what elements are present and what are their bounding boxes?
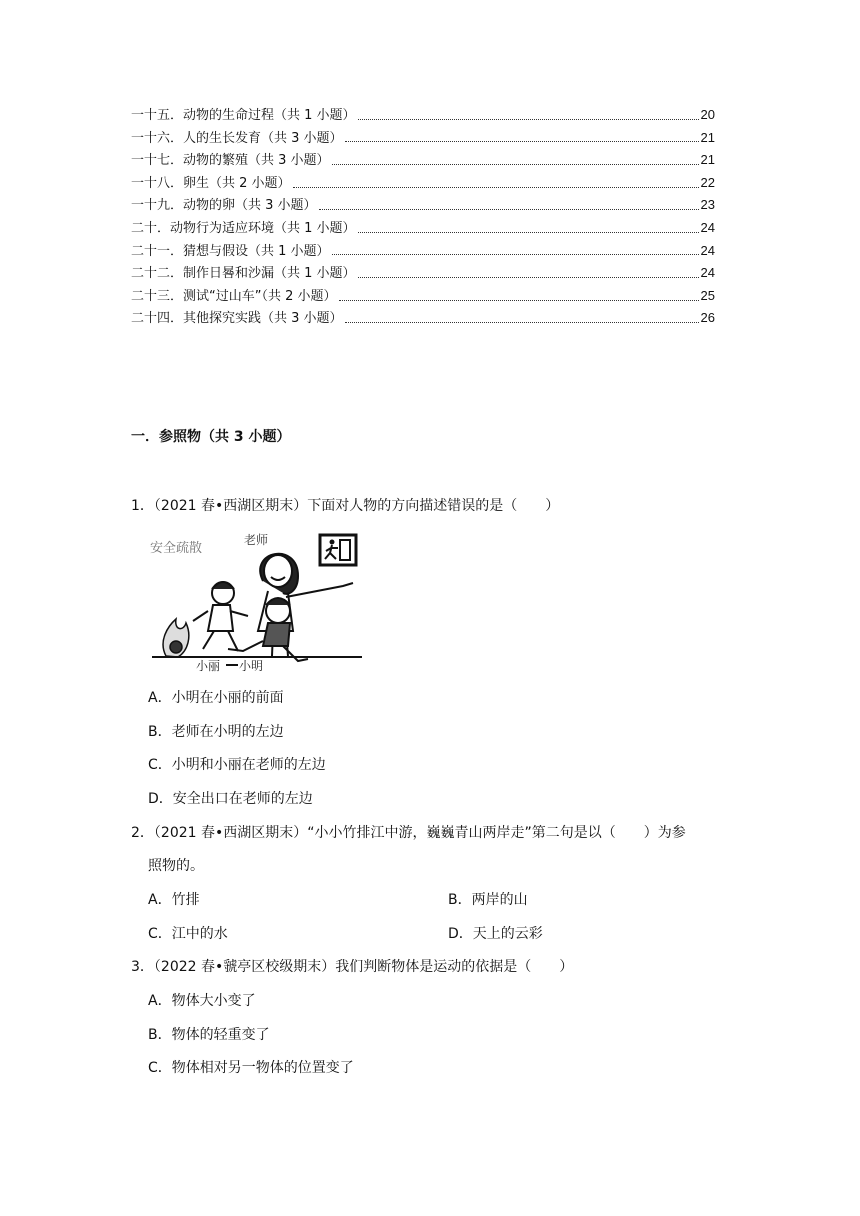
toc-entry[interactable]	[131, 240, 715, 263]
toc-entry[interactable]	[131, 104, 715, 127]
toc-entry[interactable]	[131, 285, 715, 308]
toc-entry[interactable]	[131, 217, 715, 240]
question-2-stem-line2: 照物的。	[148, 858, 204, 874]
toc-leader	[358, 232, 699, 233]
question-1-illustration	[148, 531, 364, 673]
toc-entry[interactable]	[131, 149, 715, 172]
toc-entry-title: 二十四．其他探究实践（共 3 小题）	[131, 311, 343, 327]
fire-icon	[163, 619, 189, 657]
toc-entry-title: 二十．动物行为适应环境（共 1 小题）	[131, 220, 356, 236]
exit-sign-icon	[320, 535, 356, 565]
toc-leader	[293, 187, 699, 188]
toc-entry[interactable]	[131, 307, 715, 330]
figure-label-safety: 安全疏散	[150, 541, 203, 556]
xiaoli-figure	[193, 582, 248, 651]
table-of-contents	[131, 104, 715, 330]
question-3-option-c[interactable]: C．物体相对另一物体的位置变了	[148, 1060, 354, 1076]
toc-entry[interactable]	[131, 194, 715, 217]
question-3-option-a[interactable]: A．物体大小变了	[148, 993, 256, 1009]
toc-entry-page: 21	[700, 152, 715, 168]
toc-leader	[345, 322, 699, 323]
toc-entry[interactable]	[131, 127, 715, 150]
question-1-option-c[interactable]: C．小明和小丽在老师的左边	[148, 757, 326, 773]
toc-entry-page: 21	[700, 129, 715, 145]
toc-entry-title: 一十五．动物的生命过程（共 1 小题）	[131, 108, 356, 123]
toc-entry-title: 一十七．动物的繁殖（共 3 小题）	[131, 153, 330, 169]
toc-leader	[339, 300, 699, 301]
question-2-stem-line1: 2．（2021 春•西湖区期末）“小小竹排江中游，巍巍青山两岸走”第二句是以（ ）为参	[131, 825, 686, 841]
toc-leader	[332, 254, 699, 255]
question-1-stem: 1．（2021 春•西湖区期末）下面对人物的方向描述错误的是（ ）	[131, 498, 560, 514]
toc-leader	[332, 164, 699, 165]
toc-entry-title: 二十三．测试“过山车”（共 2 小题）	[131, 288, 337, 304]
question-2-option-d[interactable]: D．天上的云彩	[448, 926, 543, 942]
toc-entry-title: 一十六．人的生长发育（共 3 小题）	[131, 130, 343, 146]
figure-label-xiaoli: 小丽	[196, 659, 221, 673]
toc-entry-title: 一十九．动物的卵（共 3 小题）	[131, 198, 317, 214]
figure-label-teacher: 老师	[244, 533, 269, 547]
question-1-option-a[interactable]: A．小明在小丽的前面	[148, 690, 284, 706]
toc-entry-page: 25	[700, 287, 715, 303]
toc-entry-page: 24	[700, 219, 715, 235]
toc-entry-page: 20	[700, 107, 715, 122]
toc-entry[interactable]	[131, 172, 715, 195]
question-2-option-b[interactable]: B．两岸的山	[448, 892, 528, 908]
toc-entry-page: 24	[700, 265, 715, 281]
question-2-option-c[interactable]: C．江中的水	[148, 926, 228, 942]
question-3-stem: 3．（2022 春•虢亭区校级期末）我们判断物体是运动的依据是（ ）	[131, 959, 574, 975]
toc-entry-page: 26	[700, 310, 715, 326]
xiaoming-figure	[228, 598, 308, 661]
toc-leader	[358, 277, 699, 278]
toc-entry-page: 22	[700, 174, 715, 190]
section-heading: 一．参照物（共 3 小题）	[131, 429, 291, 445]
question-2-option-a[interactable]: A．竹排	[148, 892, 200, 908]
toc-entry-page: 23	[700, 197, 715, 213]
toc-leader	[358, 119, 699, 120]
question-3-option-b[interactable]: B．物体的轻重变了	[148, 1027, 270, 1043]
toc-entry-title: 二十二．制作日晷和沙漏（共 1 小题）	[131, 266, 356, 282]
toc-entry-page: 24	[700, 242, 715, 258]
question-1-option-d[interactable]: D．安全出口在老师的左边	[148, 791, 313, 807]
toc-leader	[319, 209, 699, 210]
figure-label-xiaoming: 小明	[239, 659, 264, 673]
toc-entry[interactable]	[131, 262, 715, 285]
toc-leader	[345, 141, 699, 142]
toc-entry-title: 二十一．猜想与假设（共 1 小题）	[131, 243, 330, 259]
toc-entry-title: 一十八．卵生（共 2 小题）	[131, 175, 291, 191]
question-1-option-b[interactable]: B．老师在小明的左边	[148, 724, 284, 740]
